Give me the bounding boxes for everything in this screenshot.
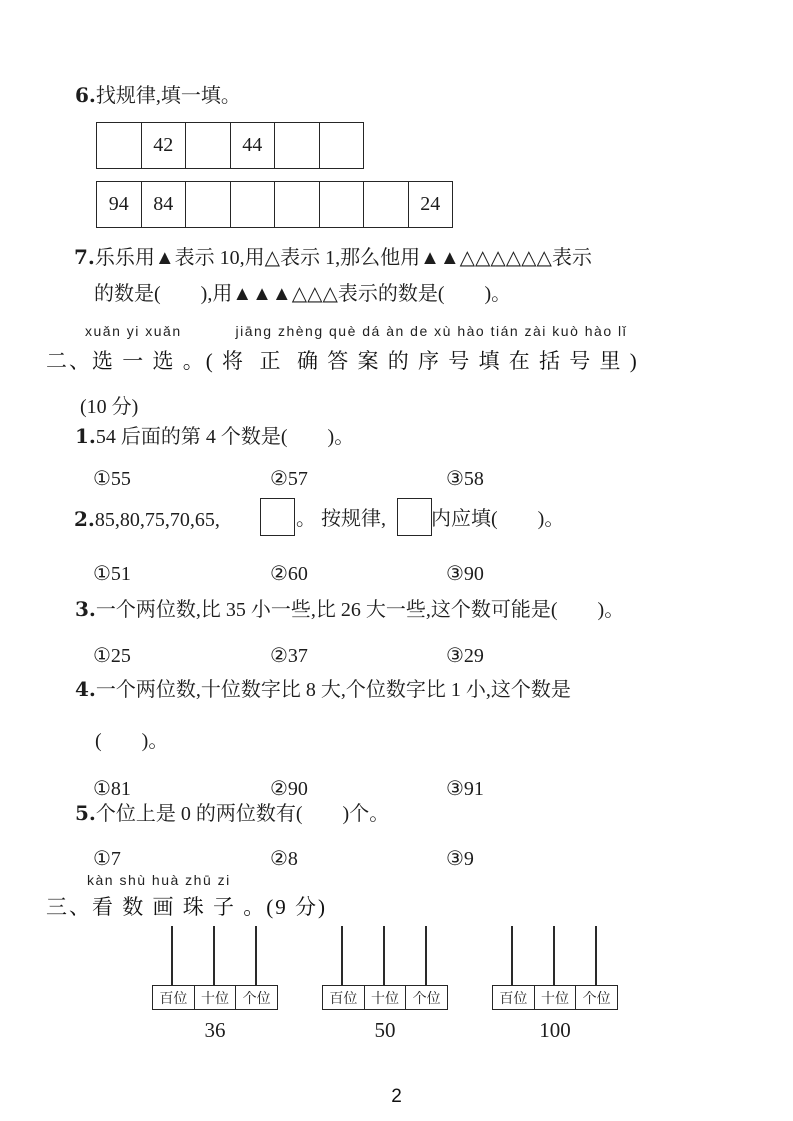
- s2-q1-number: 1.: [75, 424, 96, 448]
- ones-label: 个位: [582, 991, 611, 1007]
- option-2: ②8: [270, 848, 298, 870]
- s2-q4-line1: [75, 676, 571, 703]
- s2-q3-number: 3.: [75, 597, 96, 621]
- s2-q2-options: [0, 561, 793, 589]
- tens-label: 十位: [195, 986, 237, 1009]
- s2-q4-number: 4.: [75, 677, 96, 701]
- q7-line1-text: 乐乐用▲表示 10,用△表示 1,那么他用▲▲△△△△△△表示: [94, 247, 592, 269]
- abacus-rods: [152, 926, 278, 985]
- option-3: ③91: [446, 778, 484, 800]
- abacus-rod: [341, 926, 343, 985]
- s2-q5-body: 个位上是 0 的两位数有( )个。: [95, 803, 390, 825]
- section2-heading: 二、选 一 选 。( 将 正 确 答 案 的 序 号 填 在 括 号 里 ): [46, 349, 639, 373]
- s2-q2-part2: 。 按规律,: [296, 508, 386, 530]
- place-value-diagram-1: [152, 926, 278, 1043]
- abacus-rod: [595, 926, 597, 985]
- s2-q5-number: 5.: [75, 801, 96, 825]
- option-3: ③90: [446, 563, 484, 585]
- blank-box-1: [260, 498, 295, 536]
- blank-box-2: [397, 498, 432, 536]
- place-value-table: [322, 985, 448, 1010]
- abacus-rod: [425, 926, 427, 985]
- q6-pattern-table-2: [96, 181, 453, 228]
- option-1: ①81: [93, 778, 131, 800]
- option-2: ②37: [270, 645, 308, 667]
- abacus-rod: [553, 926, 555, 985]
- s2-q3-text: [75, 596, 624, 623]
- q7-line1: [74, 244, 592, 271]
- table-cell: [231, 182, 276, 227]
- option-3: ③58: [446, 468, 484, 490]
- table-cell: [275, 182, 320, 227]
- section2-points: (10 分): [80, 396, 139, 418]
- table-cell: [186, 123, 231, 168]
- option-1: ①55: [93, 468, 131, 490]
- q6-number: 6.: [75, 83, 96, 107]
- place-value-diagram-3: [492, 926, 618, 1043]
- option-2: ②57: [270, 468, 308, 490]
- table-cell: 42: [142, 123, 187, 168]
- s2-q5-text: [75, 800, 389, 827]
- table-cell: [320, 182, 365, 227]
- q6-title-text: 找规律,填一填。: [95, 85, 241, 107]
- place-value-table: [152, 985, 278, 1010]
- table-cell: 24: [420, 193, 441, 215]
- s2-q3-options: [0, 643, 793, 671]
- s2-q4-line2: ( )。: [95, 730, 169, 752]
- target-number: 50: [374, 1018, 396, 1042]
- option-1: ①7: [93, 848, 121, 870]
- ones-label: 个位: [242, 991, 271, 1007]
- abacus-rods: [492, 926, 618, 985]
- hundreds-label: 百位: [323, 986, 365, 1009]
- abacus-rods: [322, 926, 448, 985]
- s2-q1-text: [75, 423, 354, 450]
- abacus-rod: [171, 926, 173, 985]
- abacus-rod: [213, 926, 215, 985]
- s2-q3-body: 一个两位数,比 35 小一些,比 26 大一些,这个数可能是( )。: [95, 599, 625, 621]
- q6-title: [75, 82, 241, 109]
- s2-q2-part3: 内应填( )。: [431, 508, 565, 530]
- s2-q2-number: 2.: [74, 507, 95, 531]
- tens-label: 十位: [365, 986, 407, 1009]
- option-3: ③29: [446, 645, 484, 667]
- table-cell: [97, 123, 142, 168]
- target-number: 36: [204, 1018, 226, 1042]
- table-cell: 94: [97, 182, 142, 227]
- s2-q5-options: [0, 846, 793, 874]
- hundreds-label: 百位: [493, 986, 535, 1009]
- option-1: ①25: [93, 645, 131, 667]
- s2-q2-sequence: 85,80,75,70,65,: [94, 509, 220, 531]
- section3-heading: 三、看 数 画 珠 子 。(9 分): [46, 895, 327, 919]
- page-number: 2: [391, 1086, 402, 1107]
- table-cell: [320, 123, 364, 168]
- table-cell: [186, 182, 231, 227]
- ones-label: 个位: [412, 991, 441, 1007]
- q7-line2: [94, 281, 511, 307]
- table-cell: [364, 182, 409, 227]
- q7-line2-text: 的数是( ),用▲▲▲△△△表示的数是( )。: [94, 283, 512, 305]
- q6-pattern-table-1: [96, 122, 364, 169]
- place-value-diagram-2: [322, 926, 448, 1043]
- abacus-rod: [255, 926, 257, 985]
- place-value-table: [492, 985, 618, 1010]
- s2-q1-body: 54 后面的第 4 个数是( )。: [95, 426, 355, 448]
- section3-pinyin: kàn shù huà zhū zi: [87, 872, 231, 888]
- table-cell: [275, 123, 320, 168]
- tens-label: 十位: [535, 986, 577, 1009]
- option-2: ②60: [270, 563, 308, 585]
- abacus-rod: [511, 926, 513, 985]
- q7-number: 7.: [74, 245, 95, 269]
- s2-q1-options: [0, 466, 793, 494]
- target-number: 100: [539, 1018, 571, 1042]
- hundreds-label: 百位: [153, 986, 195, 1009]
- table-cell: 84: [142, 182, 187, 227]
- option-3: ③9: [446, 848, 474, 870]
- s2-q4-body: 一个两位数,十位数字比 8 大,个位数字比 1 小,这个数是: [95, 679, 571, 701]
- abacus-rod: [383, 926, 385, 985]
- option-1: ①51: [93, 563, 131, 585]
- option-2: ②90: [270, 778, 308, 800]
- section2-pinyin: xuǎn yi xuǎn jiāng zhèng què dá àn de xù hào tián zài kuò hào lǐ: [85, 323, 628, 339]
- table-cell: 44: [231, 123, 276, 168]
- s2-q2-part1: [74, 506, 220, 533]
